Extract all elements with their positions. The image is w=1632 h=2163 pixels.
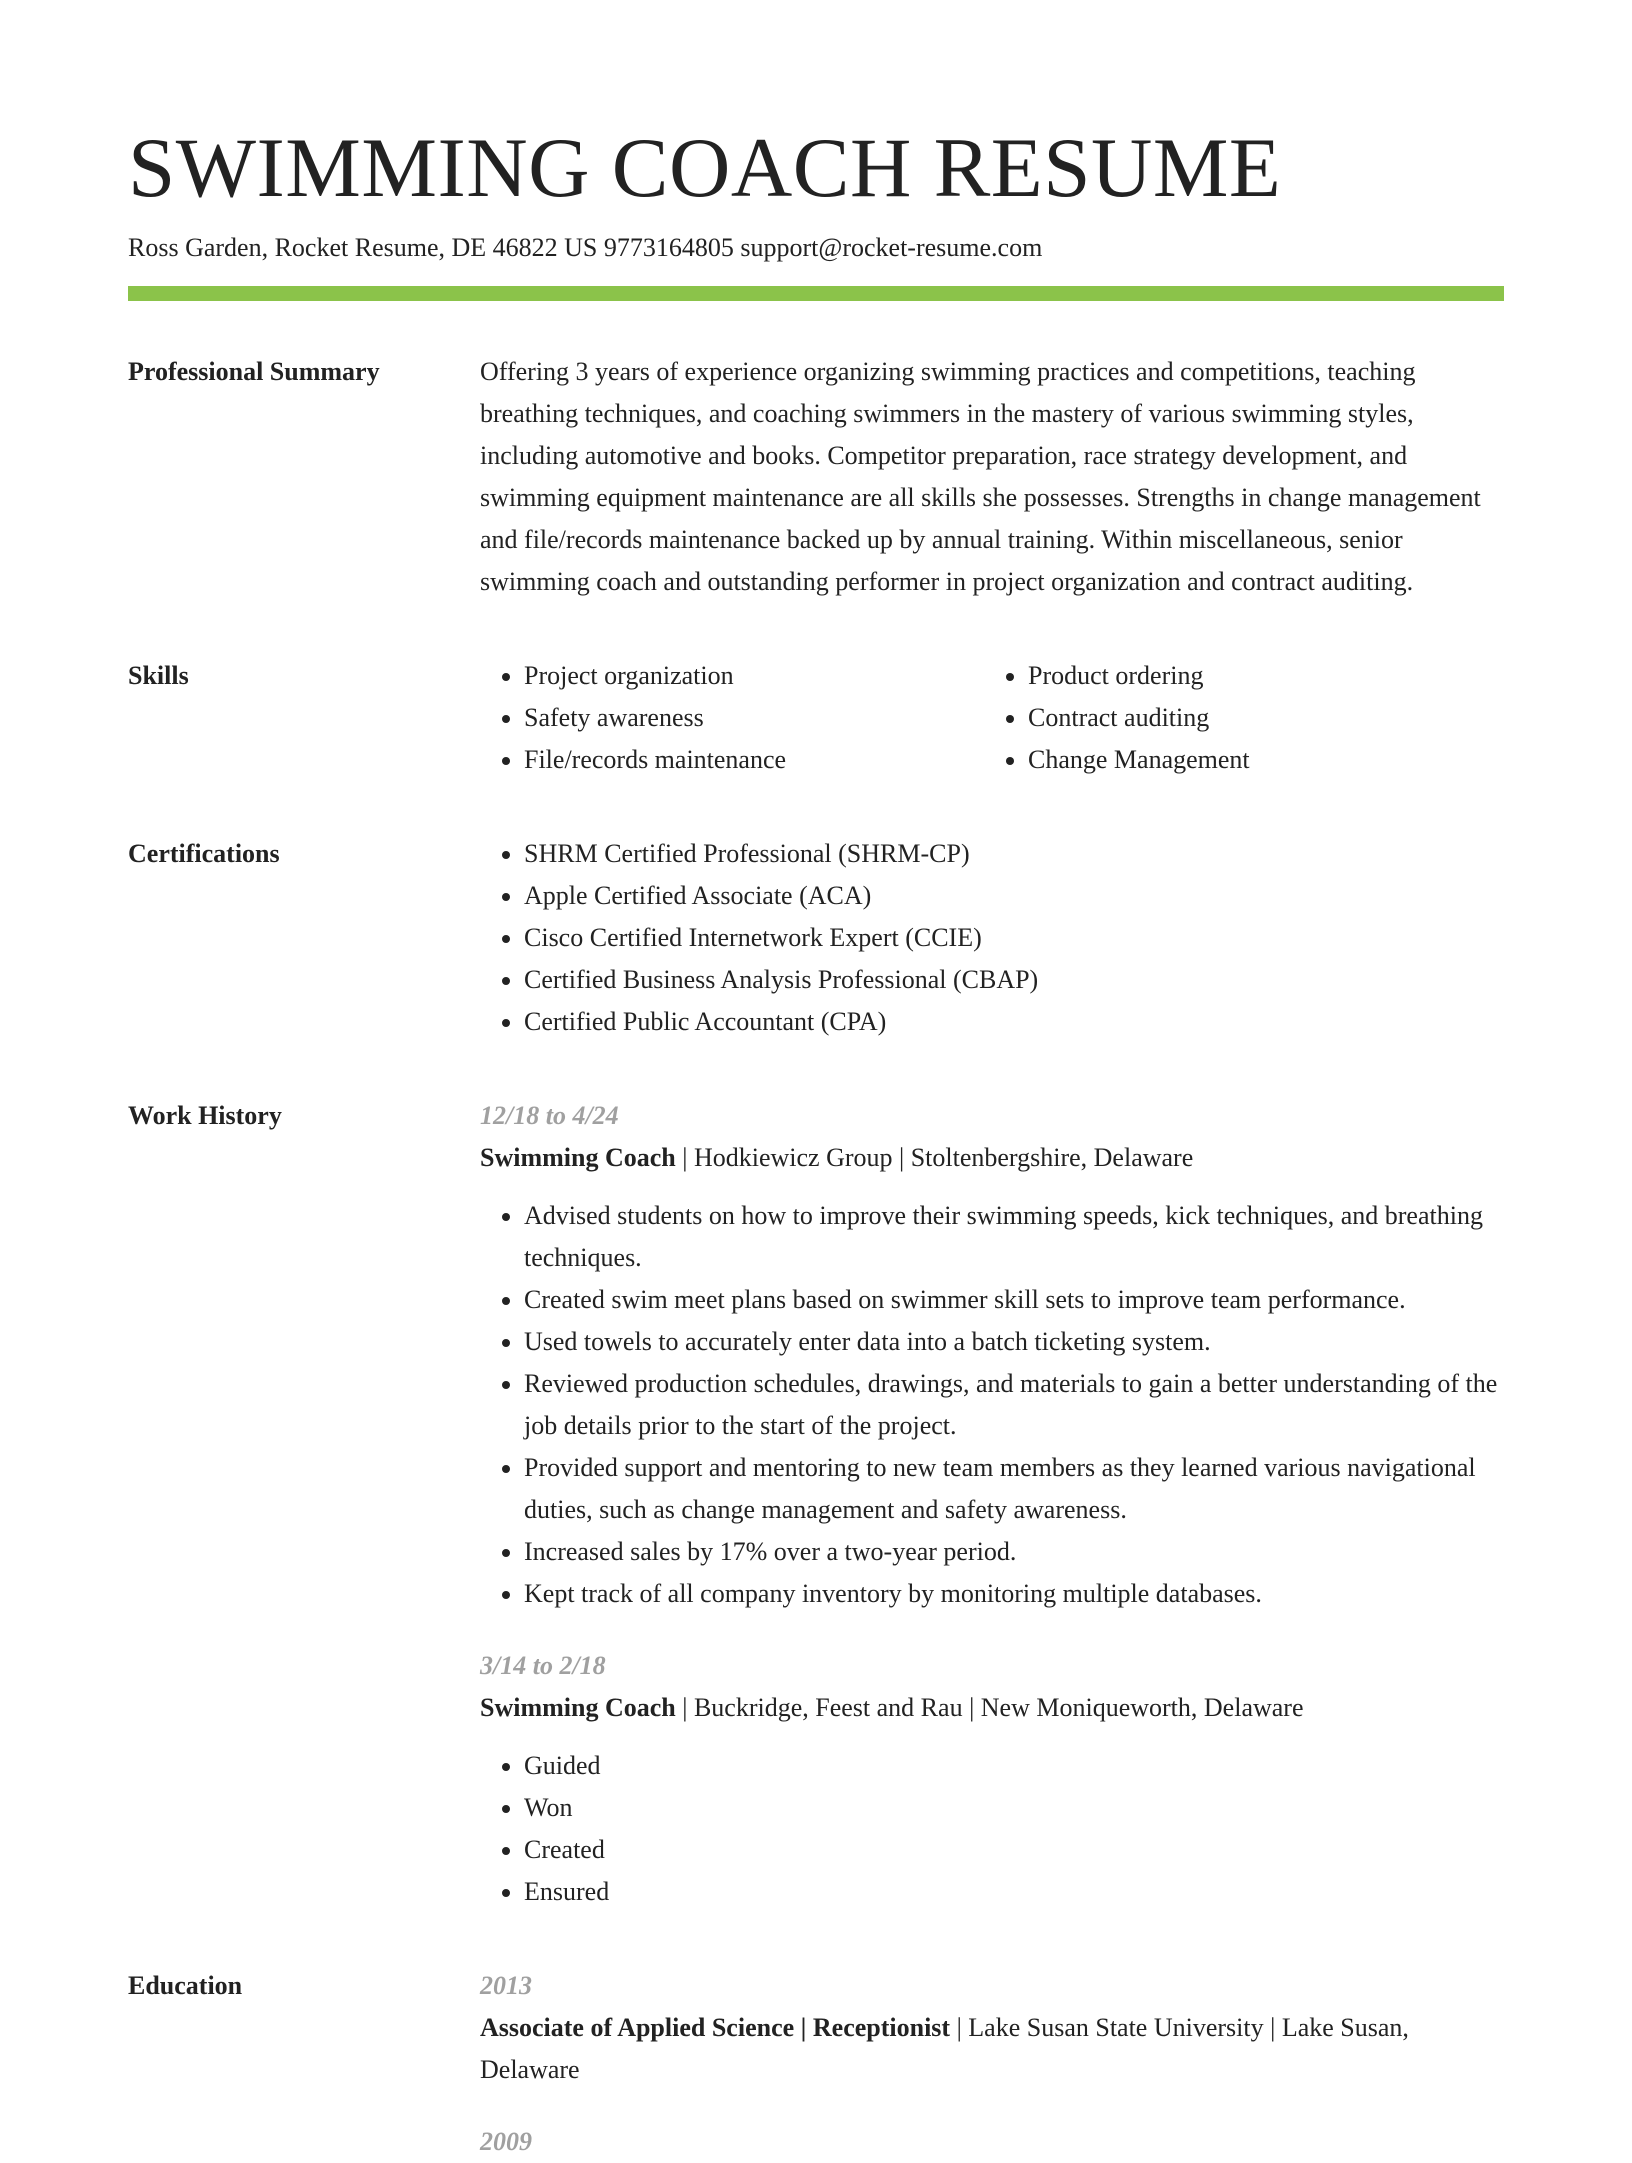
accent-divider [128,286,1504,301]
job-bullet-list [480,1195,1504,1615]
job-title-line [480,1137,1504,1179]
skills-list-left [480,655,984,781]
certifications-section [128,833,1504,1043]
skill-item: • Change Management [1028,739,1488,781]
certification-item: • Apple Certified Associate (ACA) [524,875,1504,917]
job-entry [480,1095,1504,1615]
job-bullet: • Reviewed production schedules, drawings, and materials to gain a better understanding of the job details prior to the start of the project. [524,1363,1504,1447]
skill-item: • Product ordering [1028,655,1488,697]
certifications-content [480,833,1504,1043]
education-entry [480,1965,1504,2091]
job-employer-location: | Hodkiewicz Group | Stoltenbergshire, Delaware [675,1143,1194,1172]
skills-list-right [984,655,1488,781]
certification-item: • SHRM Certified Professional (SHRM-CP) [524,833,1504,875]
education-degree: Associate of Applied Science | Receptionist [480,2013,951,2042]
skill-item: • Contract auditing [1028,697,1488,739]
certifications-list [480,833,1504,1043]
job-date: 3/14 to 2/18 [480,1651,606,1680]
resume-title: SWIMMING COACH RESUME [128,121,1282,215]
job-bullet: • Kept track of all company inventory by monitoring multiple databases. [524,1573,1504,1615]
skill-item: • Safety awareness [524,697,984,739]
summary-section [128,351,1504,603]
skill-item: • Project organization [524,655,984,697]
certifications-heading: Certifications [128,839,280,868]
job-bullet: • Created swim meet plans based on swimmer skill sets to improve team performance. [524,1279,1504,1321]
skill-item: • File/records maintenance [524,739,984,781]
education-line [480,2007,1504,2091]
job-date: 12/18 to 4/24 [480,1101,619,1130]
certification-item: • Certified Public Accountant (CPA) [524,1001,1504,1043]
job-bullet: • Used towels to accurately enter data into a batch ticketing system. [524,1321,1504,1363]
education-content [480,1965,1504,2163]
job-bullet: • Provided support and mentoring to new team members as they learned various navigational duties, such as change management and safety awareness. [524,1447,1504,1531]
job-bullet: • Ensured [524,1871,1504,1913]
job-title-line [480,1687,1504,1729]
job-bullet: • Guided [524,1745,1504,1787]
education-date: 2013 [480,1971,532,2000]
education-section [128,1965,1504,2163]
job-bullet: • Won [524,1787,1504,1829]
education-school-location: | Lake Susan State University | Lake Susan, Delaware [480,2013,1409,2084]
resume-page [128,118,1504,2163]
skills-section [128,655,1504,781]
education-date: 2009 [480,2127,532,2156]
summary-text: Offering 3 years of experience organizing swimming practices and competitions, teaching breathing techniques, and coaching swimmers in the mastery of various swimming styles, including automotive and books. Competitor preparation, race strategy development, and swimming equipment maintenance are all skills she possesses. Strengths in change management and file/records maintenance backed up by annual training. Within miscellaneous, senior swimming coach and outstanding performer in project organization and contract auditing. [480,357,1481,596]
job-role: Swimming Coach [480,1693,676,1722]
job-entry [480,1645,1504,1913]
certification-item: • Cisco Certified Internetwork Expert (CCIE) [524,917,1504,959]
skills-content [480,655,1504,781]
skills-heading: Skills [128,661,189,690]
job-bullet: • Advised students on how to improve their swimming speeds, kick techniques, and breathing techniques. [524,1195,1504,1279]
contact-line: Ross Garden, Rocket Resume, DE 46822 US 9773164805 support@rocket-resume.com [128,233,1043,262]
education-heading: Education [128,1971,243,2000]
job-bullet: • Created [524,1829,1504,1871]
job-employer-location: | Buckridge, Feest and Rau | New Moniqueworth, Delaware [675,1693,1304,1722]
job-bullet: • Increased sales by 17% over a two-year period. [524,1531,1504,1573]
summary-heading: Professional Summary [128,357,380,386]
work-history-section [128,1095,1504,1913]
work-history-content [480,1095,1504,1913]
education-entry [480,2121,1504,2163]
summary-content [480,351,1504,603]
certification-item: • Certified Business Analysis Professional (CBAP) [524,959,1504,1001]
job-bullet-list [480,1745,1504,1913]
work-history-heading: Work History [128,1101,282,1130]
job-role: Swimming Coach [480,1143,676,1172]
